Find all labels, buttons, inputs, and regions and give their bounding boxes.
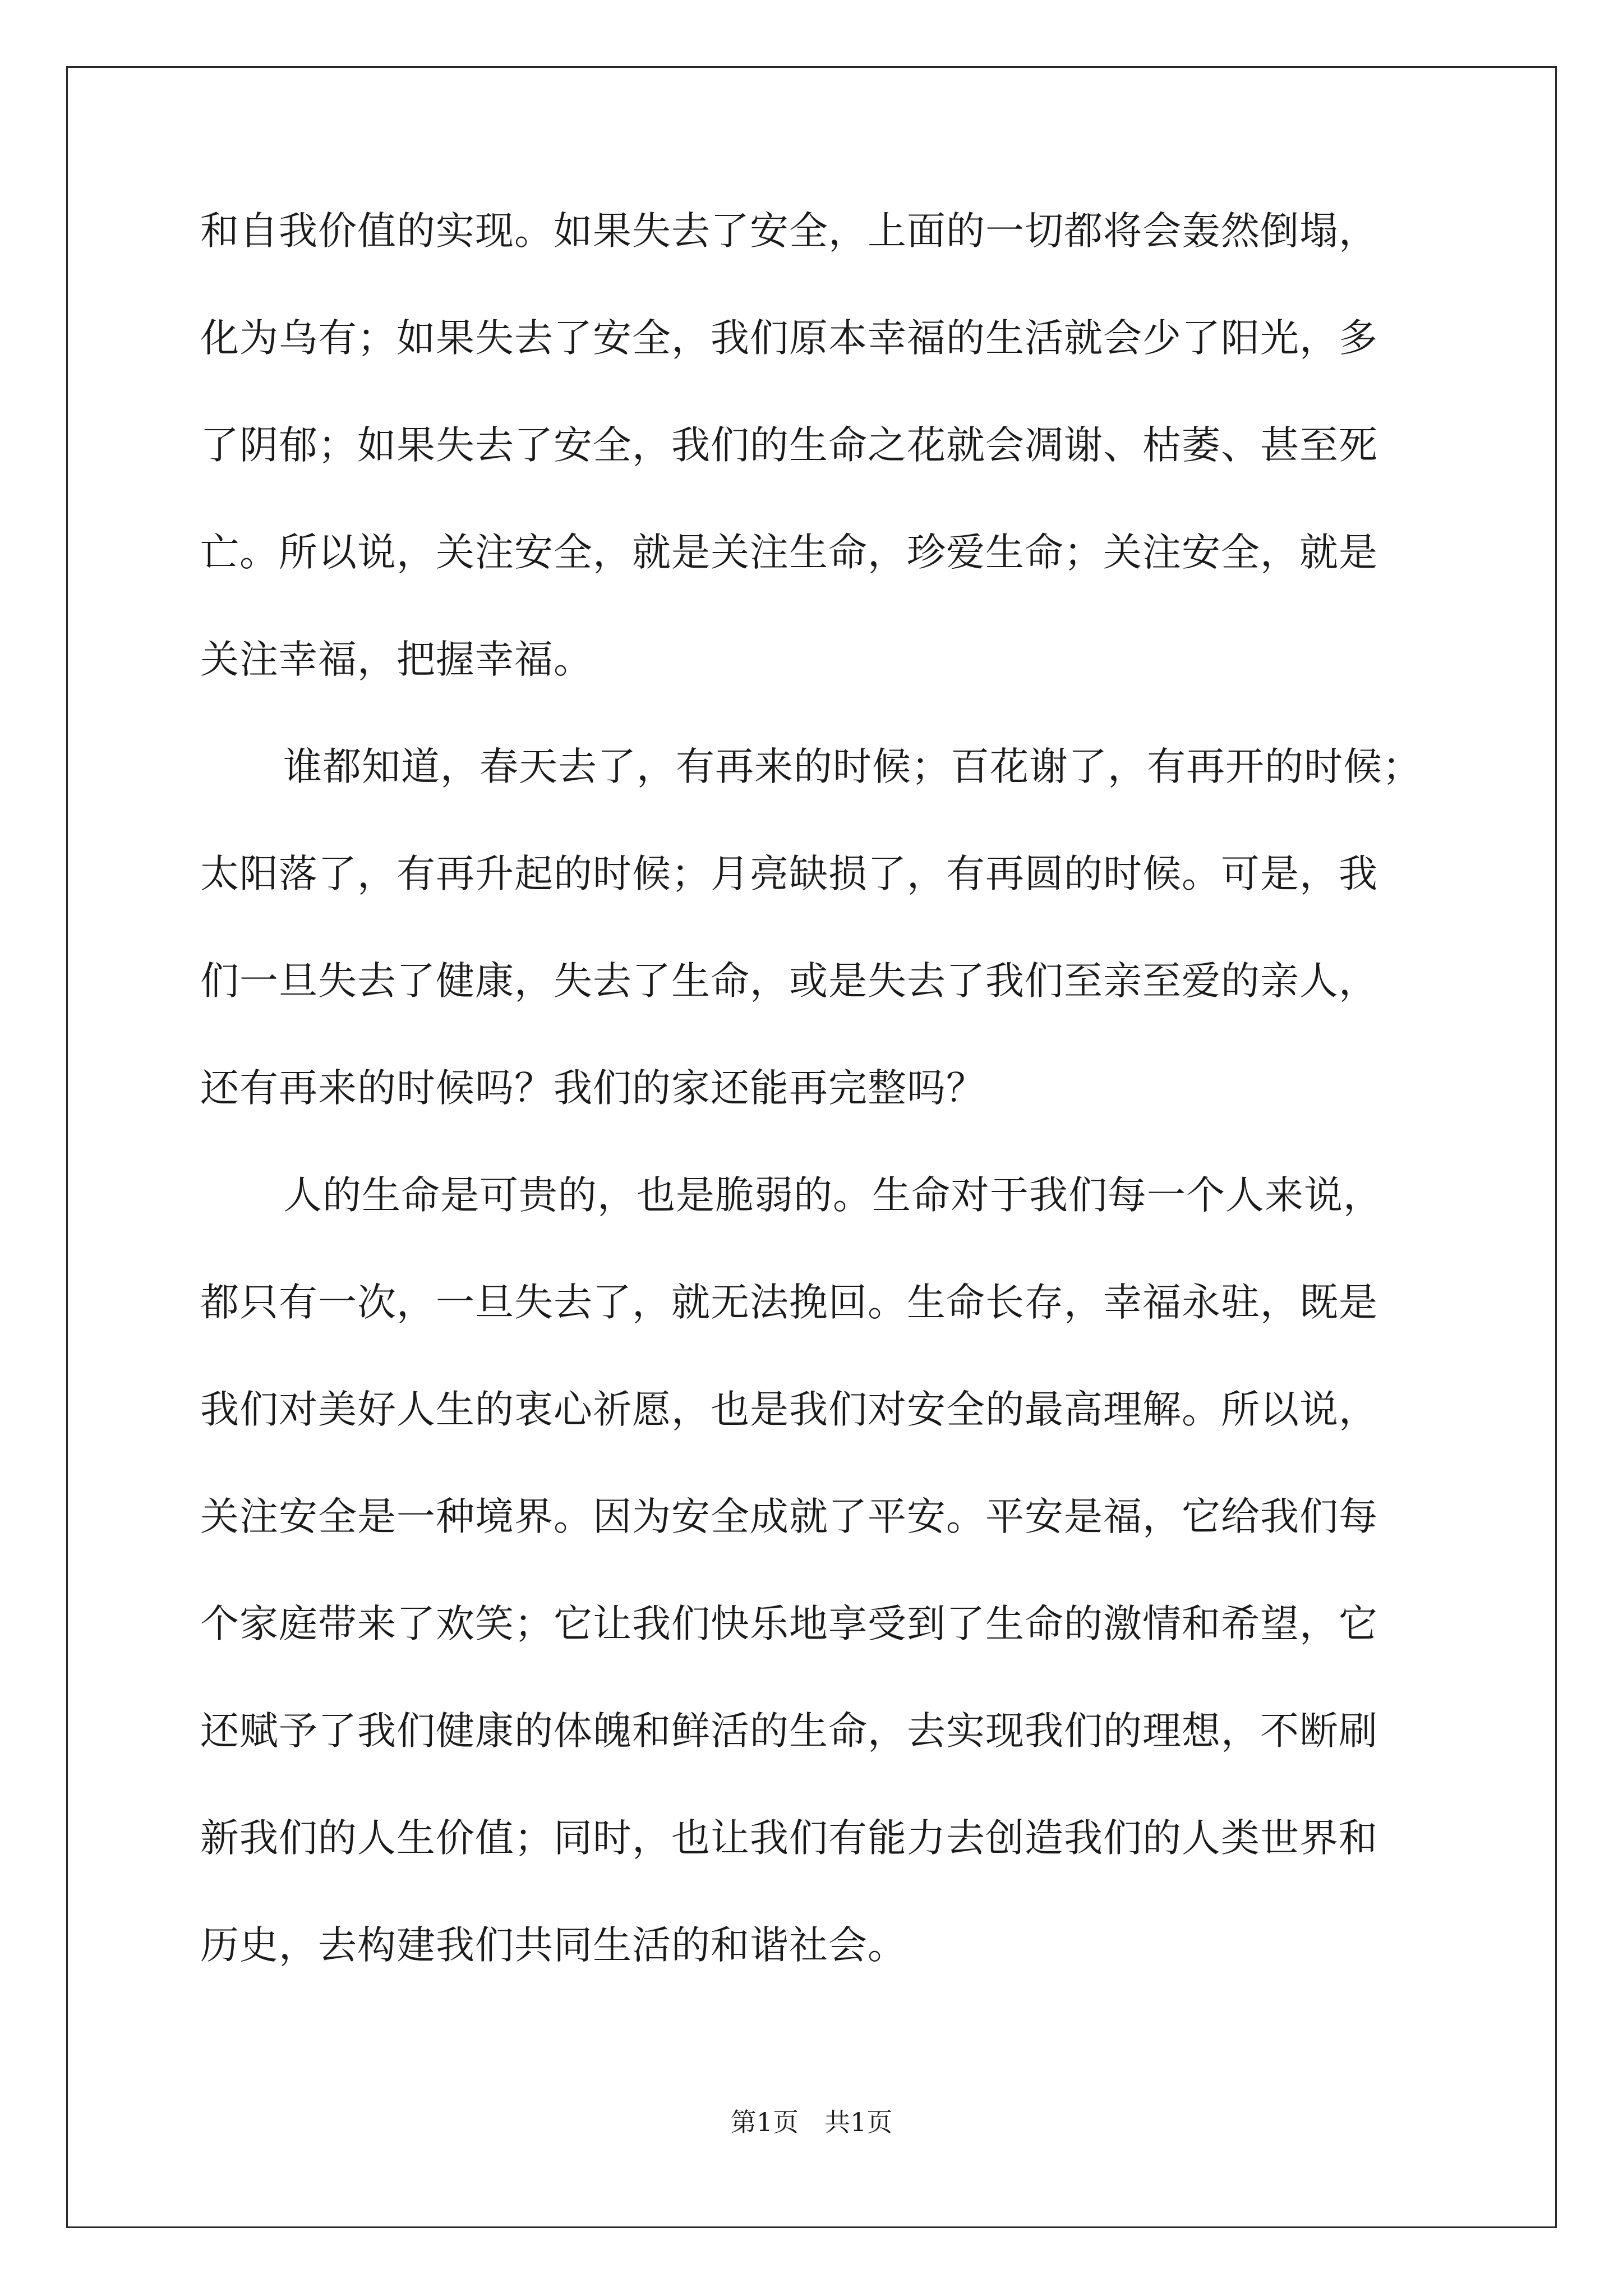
- text-line-9: 还有再来的时候吗？我们的家还能再完整吗？: [200, 1066, 985, 1111]
- text-line-13: 关注安全是一种境界。因为安全成就了平安。平安是福，它给我们每: [200, 1494, 1378, 1539]
- text-line-5: 关注幸福，把握幸福。: [200, 637, 593, 682]
- text-line-17: 历史，去构建我们共同生活的和谐社会。: [200, 1923, 907, 1968]
- text-line-16: 新我们的人生价值；同时，也让我们有能力去创造我们的人类世界和: [200, 1816, 1378, 1861]
- page-border: [66, 66, 1557, 2228]
- text-line-14: 个家庭带来了欢笑；它让我们快乐地享受到了生命的激情和希望，它: [200, 1602, 1378, 1646]
- text-line-7: 太阳落了，有再升起的时候；月亮缺损了，有再圆的时候。可是，我: [200, 852, 1378, 896]
- page-number: 第1页 共1页: [730, 2107, 893, 2137]
- text-line-8: 们一旦失去了健康，失去了生命，或是失去了我们至亲至爱的亲人，: [200, 959, 1378, 1004]
- text-line-12: 我们对美好人生的衷心祈愿，也是我们对安全的最高理解。所以说，: [200, 1387, 1378, 1432]
- text-line-10: 人的生命是可贵的，也是脆弱的。生命对于我们每一个人来说，: [283, 1173, 1382, 1218]
- text-line-1: 和自我价值的实现。如果失去了安全，上面的一切都将会轰然倒塌，: [200, 209, 1378, 254]
- text-line-6: 谁都知道，春天去了，有再来的时候；百花谢了，有再开的时候；: [283, 744, 1422, 789]
- text-line-3: 了阴郁；如果失去了安全，我们的生命之花就会凋谢、枯萎、甚至死: [200, 423, 1378, 468]
- text-line-15: 还赋予了我们健康的体魄和鲜活的生命，去实现我们的理想，不断刷: [200, 1709, 1378, 1754]
- text-line-4: 亡。所以说，关注安全，就是关注生命，珍爱生命；关注安全，就是: [200, 530, 1378, 575]
- text-line-11: 都只有一次，一旦失去了，就无法挽回。生命长存，幸福永驻，既是: [200, 1280, 1378, 1325]
- text-line-2: 化为乌有；如果失去了安全，我们原本幸福的生活就会少了阳光，多: [200, 316, 1378, 361]
